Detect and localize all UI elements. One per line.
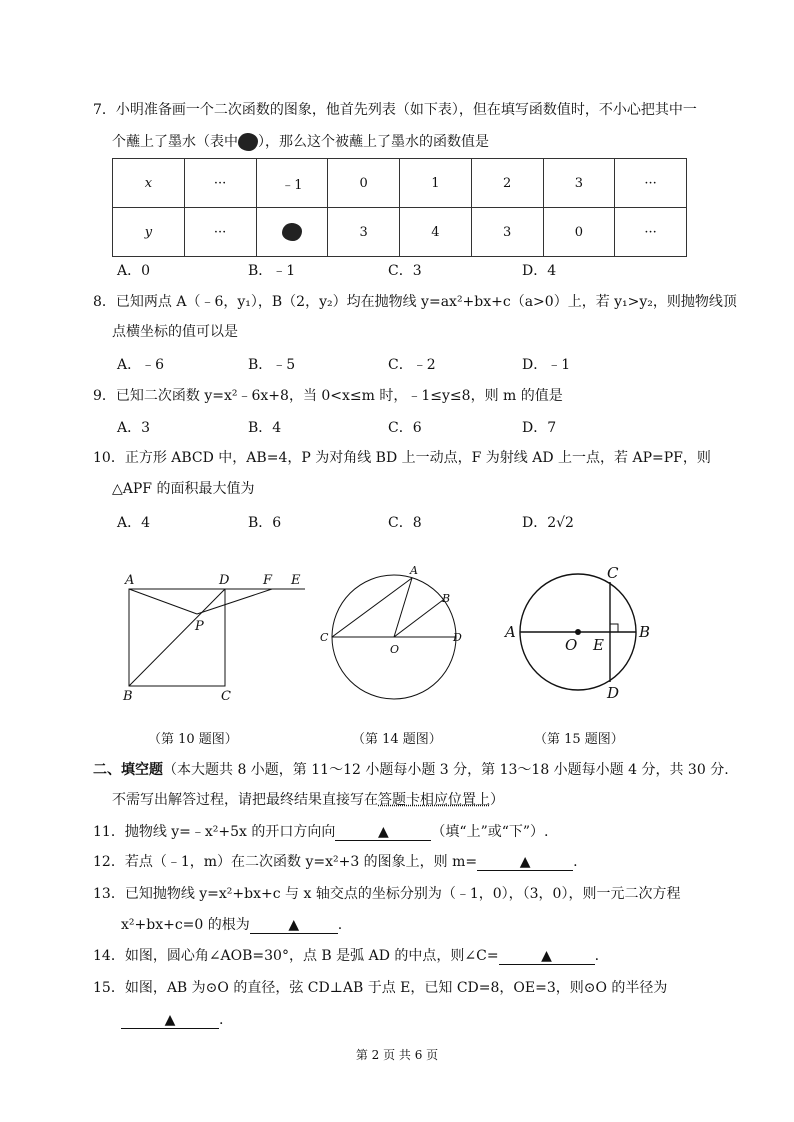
q9-stem-line1: 9．已知二次函数 y=x²﹣6x+8，当 0<x≤m 时，﹣1≤y≤8，则 m 的值是 (93, 388, 563, 404)
q14-text-b: . (594, 948, 600, 964)
q7-stem-line2-a: 个蘸上了墨水（表中 (112, 134, 238, 150)
page-footer: 第 2 页 共 6 页 (355, 1048, 439, 1062)
fig10-caption: （第 10 题图） (148, 732, 238, 747)
q7-value-table (112, 158, 687, 257)
q15-text-b: . (219, 1012, 224, 1028)
q14-text-a: 14．如图，圆心角∠AOB=30°，点 B 是弧 AD 的中点，则∠C= (93, 948, 499, 964)
fig10-label-f: F (263, 573, 273, 588)
q10-stem-line1: 10．正方形 ABCD 中，AB=4，P 为对角线 BD 上一动点，F 为射线 AD 上一点，若 AP=PF，则 (93, 450, 711, 466)
q7-option-d[interactable]: D．4 (522, 263, 557, 279)
table-row-x (113, 159, 687, 208)
fig14-radius-ob (394, 600, 443, 637)
table-header-y: y (113, 208, 185, 257)
fig14-label-a: A (410, 564, 418, 577)
fig15-label-a: A (505, 623, 516, 641)
fig15-label-d: D (607, 684, 620, 702)
q14-answer-blank[interactable]: ▲ (499, 948, 595, 965)
fig10-label-c: C (221, 689, 231, 704)
q12-answer-blank[interactable]: ▲ (477, 854, 573, 871)
q9-option-a[interactable]: A．3 (117, 420, 151, 436)
q10-option-d[interactable]: D．2√2 (522, 515, 574, 531)
q7-stem-line1: 7．小明准备画一个二次函数的图象，他首先列表（如下表），但在填写函数值时，不小心把其中一 (93, 102, 697, 118)
table-cell: ··· (184, 159, 256, 208)
q11-text-b: （填“上”或“下”）. (431, 824, 549, 840)
fig14-radius-oa (394, 578, 412, 637)
q8-option-b[interactable]: B．﹣5 (248, 357, 296, 373)
q7-option-b[interactable]: B．﹣1 (248, 263, 296, 279)
table-cell: ··· (615, 159, 687, 208)
table-header-x: x (113, 159, 185, 208)
q11-answer-blank[interactable]: ▲ (335, 824, 431, 841)
fig15-label-e: E (593, 636, 604, 654)
q9-option-c[interactable]: C．6 (388, 420, 422, 436)
section2-header-line1 (93, 760, 729, 780)
q8-option-c[interactable]: C．﹣2 (388, 357, 436, 373)
q8-stem-line2: 点横坐标的值可以是 (112, 324, 238, 340)
fig14-label-b: B (442, 592, 451, 605)
q14-stem (93, 946, 599, 966)
q13-stem-line2 (121, 915, 342, 935)
fig15-label-b: B (639, 623, 651, 641)
fig14-caption: （第 14 题图） (352, 732, 442, 747)
table-cell: 4 (400, 208, 472, 257)
fig10-segment-ap (129, 589, 197, 614)
q12-stem (93, 852, 578, 872)
q8-option-a[interactable]: A．﹣6 (117, 357, 165, 373)
fig10-segment-pf (197, 589, 272, 614)
fig10-label-e: E (291, 573, 301, 588)
q9-option-b[interactable]: B．4 (248, 420, 282, 436)
q7-option-a[interactable]: A．0 (117, 263, 151, 279)
q7-stem-line2 (112, 132, 489, 152)
fig14-label-c: C (320, 631, 329, 644)
section2-desc2-emphasis: 答题卡相应位置上 (378, 792, 490, 808)
fig15-center-dot (575, 629, 581, 635)
fig15-caption: （第 15 题图） (534, 732, 624, 747)
section2-desc1: （本大题共 8 小题，第 11～12 小题每小题 3 分，第 13～18 小题每小题 4 分，共 30 分. (163, 762, 729, 778)
fig10-label-p: P (195, 619, 204, 634)
table-cell: 3 (543, 159, 615, 208)
q11-text-a: 11．抛物线 y=﹣x²+5x 的开口方向向 (93, 824, 336, 840)
table-cell: 0 (328, 159, 400, 208)
table-cell: 3 (471, 208, 543, 257)
section2-header-line2 (112, 790, 504, 810)
q10-stem-line2: △APF 的面积最大值为 (112, 481, 255, 497)
fig10-label-a: A (125, 573, 135, 588)
fig10-label-d: D (219, 573, 230, 588)
fig14-label-o: O (390, 643, 400, 656)
table-cell: 2 (471, 159, 543, 208)
section2-desc2-c: ） (490, 792, 504, 808)
table-cell: 1 (400, 159, 472, 208)
q10-option-a[interactable]: A．4 (117, 515, 151, 531)
section2-desc2-a: 不需写出解答过程，请把最终结果直接写在 (112, 792, 378, 808)
table-cell: ﹣1 (256, 159, 328, 208)
q13-answer-blank[interactable]: ▲ (250, 917, 338, 934)
table-row-y (113, 208, 687, 257)
table-cell: ··· (184, 208, 256, 257)
fig15-label-o: O (565, 636, 578, 654)
q7-option-c[interactable]: C．3 (388, 263, 422, 279)
q12-text-b: . (573, 854, 578, 870)
q7-stem-line2-b: ），那么这个被蘸上了墨水的函数值是 (258, 134, 489, 150)
ink-blot-icon (282, 223, 302, 241)
q13-stem-line1: 13．已知抛物线 y=x²+bx+c 与 x 轴交点的坐标分别为（﹣1，0），（3，0），则一元二次方程 (93, 886, 681, 902)
q10-option-b[interactable]: B．6 (248, 515, 282, 531)
fig10-diagonal-bd (129, 589, 225, 686)
q11-stem (93, 822, 549, 842)
q15-answer-blank[interactable]: ▲ (121, 1012, 219, 1029)
figure-15 (500, 562, 660, 712)
q13-text-b: x²+bx+c=0 的根为 (121, 917, 250, 933)
table-cell: 3 (328, 208, 400, 257)
q15-stem-line2 (121, 1010, 223, 1030)
q15-stem-line1: 15．如图，AB 为⊙O 的直径，弦 CD⊥AB 于点 E，已知 CD=8，OE=3，则⊙O 的半径为 (93, 980, 668, 996)
q10-option-c[interactable]: C．8 (388, 515, 422, 531)
fig10-label-b: B (123, 689, 133, 704)
fig15-right-angle-mark (610, 624, 618, 632)
section2-title: 二、填空题 (93, 762, 163, 778)
ink-blot-icon (238, 133, 258, 151)
q8-stem-line1: 8．已知两点 A（﹣6，y₁），B（2，y₂）均在抛物线 y=ax²+bx+c（a>0）上，若 y₁>y₂，则抛物线顶 (93, 294, 737, 310)
figure-14 (315, 562, 475, 712)
q13-text-c: . (337, 917, 343, 933)
q8-option-d[interactable]: D．﹣1 (522, 357, 571, 373)
fig15-label-c: C (607, 564, 619, 582)
figure-10 (115, 568, 315, 708)
table-cell: ··· (615, 208, 687, 257)
fig14-chord-ca (332, 578, 412, 637)
q9-option-d[interactable]: D．7 (522, 420, 557, 436)
q12-text-a: 12．若点（﹣1，m）在二次函数 y=x²+3 的图象上，则 m= (93, 854, 478, 870)
table-cell-ink-blot (256, 208, 328, 257)
fig14-label-d: D (453, 631, 462, 644)
table-cell: 0 (543, 208, 615, 257)
